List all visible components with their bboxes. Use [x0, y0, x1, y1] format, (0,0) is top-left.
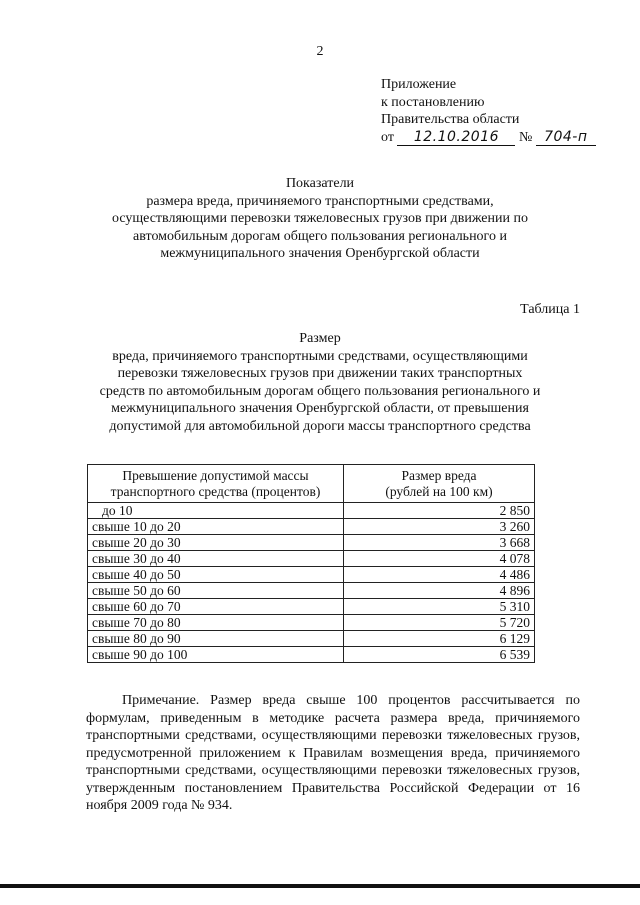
note-text: Примечание. Размер вреда свыше 100 процентов рассчитывается по формулам, приведенным в методике расчета размера вреда, причиняемого транспортными средствами, осуществляющими перевозки тяжеловесных грузов, предусмотренной приложением к Правилам возмещения вреда, причиняемого транспортными средствами, осуществляющими перевозки тяжеловесных грузов, утвержденным постановлением Правительства Российской Федерации от 16 ноября 2009 года № 934. [86, 693, 580, 813]
range-cell: свыше 10 до 20 [88, 519, 344, 535]
indicators-subtitle-line: межмуниципального значения Оренбургской области [160, 246, 480, 261]
range-cell: свыше 80 до 90 [88, 631, 344, 647]
appendix-line-1: Приложение [381, 77, 457, 92]
value-cell: 5 720 [344, 615, 535, 631]
harm-table [87, 464, 535, 663]
indicators-subtitle-line: осуществляющими перевозки тяжеловесных грузов при движении по [111, 211, 528, 226]
table-row [88, 519, 535, 535]
indicators-subtitle-line: автомобильным дорогам общего пользования регионального и [133, 228, 507, 244]
range-cell: до 10 [88, 503, 344, 519]
size-line: межмуниципального значения Оренбургской области, от превышения [111, 401, 529, 416]
table-row [88, 615, 535, 631]
header-excess-mass [88, 465, 344, 503]
handwritten-number: 704-п [536, 130, 596, 146]
range-cell: свыше 60 до 70 [88, 599, 344, 615]
indicators-subtitle-line: размера вреда, причиняемого транспортными средствами, [146, 193, 494, 209]
table-row [88, 583, 535, 599]
header-harm-size-line-1: Размер вреда [401, 467, 477, 483]
header-excess-mass-line-1: Превышение допустимой массы [122, 467, 309, 483]
value-cell: 4 486 [344, 567, 535, 583]
size-line: перевозки тяжеловесных грузов при движении таких транспортных [117, 366, 523, 381]
indicators-title: Показатели [285, 176, 355, 191]
value-cell: 6 539 [344, 647, 535, 663]
page-number: 2 [316, 44, 324, 59]
size-heading [0, 330, 640, 435]
indicators-heading [0, 175, 640, 263]
value-cell: 4 078 [344, 551, 535, 567]
value-cell: 4 896 [344, 583, 535, 599]
value-cell: 3 260 [344, 519, 535, 535]
appendix-line-3: Правительства области [381, 112, 520, 127]
value-cell: 5 310 [344, 599, 535, 615]
appendix-line-2: к постановлению [381, 94, 485, 110]
table-row [88, 647, 535, 663]
bottom-rule [0, 884, 640, 888]
header-excess-mass-line-2: транспортного средства (процентов) [110, 483, 321, 499]
range-cell: свыше 70 до 80 [88, 615, 344, 631]
date-prefix: от [381, 129, 394, 145]
table-row [88, 503, 535, 519]
number-prefix: № [518, 129, 533, 145]
value-cell: 2 850 [344, 503, 535, 519]
range-cell: свыше 90 до 100 [88, 647, 344, 663]
header-harm-size [344, 465, 535, 503]
size-line: вреда, причиняемого транспортными средствами, осуществляющими [112, 348, 528, 364]
table-header-row [88, 465, 535, 503]
table-row [88, 567, 535, 583]
size-title: Размер [299, 331, 341, 346]
range-cell: свыше 20 до 30 [88, 535, 344, 551]
range-cell: свыше 50 до 60 [88, 583, 344, 599]
table-label: Таблица 1 [520, 302, 580, 317]
table-row [88, 551, 535, 567]
range-cell: свыше 40 до 50 [88, 567, 344, 583]
size-line: допустимой для автомобильной дороги массы транспортного средства [109, 418, 531, 434]
table-row [88, 535, 535, 551]
size-line: средств по автомобильным дорогам общего пользования регионального и [99, 383, 541, 399]
range-cell: свыше 30 до 40 [88, 551, 344, 567]
value-cell: 3 668 [344, 535, 535, 551]
handwritten-date: 12.10.2016 [397, 130, 515, 146]
table-row [88, 599, 535, 615]
note-paragraph [86, 692, 580, 815]
appendix-block [381, 76, 596, 146]
header-harm-size-line-2: (рублей на 100 км) [385, 483, 493, 499]
table-row [88, 631, 535, 647]
appendix-date-line [381, 129, 596, 147]
value-cell: 6 129 [344, 631, 535, 647]
